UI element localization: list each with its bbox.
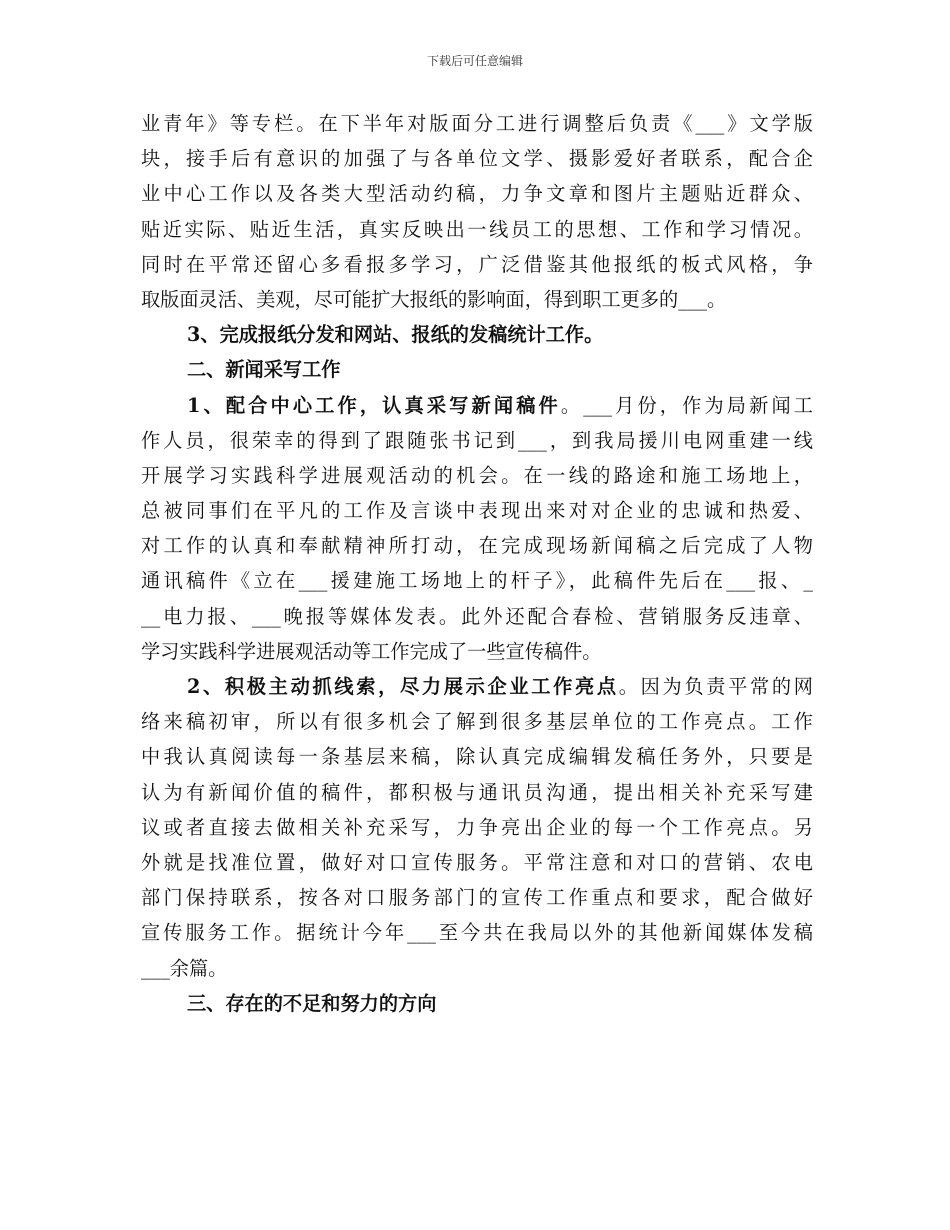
text-line: 议或者直接去做相关补充采写，力争亮出企业的每一个工作亮点。另 bbox=[141, 815, 813, 839]
text-line: 通讯稿件《立在___援建施工场地上的杆子》，此稿件先后在___报、_ bbox=[141, 569, 813, 593]
text-line: ___余篇。 bbox=[141, 956, 228, 980]
document-body bbox=[141, 106, 813, 1021]
paragraph-lead-line bbox=[141, 388, 813, 423]
text-line: 开展学习实践科学进展观活动的机会。在一线的路途和施工场地上， bbox=[141, 463, 813, 487]
section-heading: 二、新闻采写工作 bbox=[187, 358, 341, 382]
text-line: 对工作的认真和奉献精神所打动，在完成现场新闻稿之后完成了人物 bbox=[141, 534, 813, 558]
text-line: 业中心工作以及各类大型活动约稿，力争文章和图片主题贴近群众、 bbox=[141, 182, 813, 206]
text-line: 部门保持联系，按各对口服务部门的宣传工作重点和要求，配合做好 bbox=[141, 886, 813, 910]
text-line: 总被同事们在平凡的工作及言谈中表现出来对对企业的忠诚和热爱、 bbox=[141, 499, 813, 523]
section-heading: 三、存在的不足和努力的方向 bbox=[187, 991, 437, 1015]
page-header: 下载后可任意编辑 bbox=[426, 54, 523, 68]
text-line: __电力报、___晚报等媒体发表。此外还配合春检、营销服务反违章、 bbox=[141, 604, 813, 628]
text-line: 作人员，很荣幸的得到了跟随张书记到___，到我局援川电网重建一线 bbox=[141, 428, 813, 452]
text-line: 业青年》等专栏。在下半年对版面分工进行调整后负责《___》文学版 bbox=[141, 112, 813, 135]
paragraph-lead-line bbox=[141, 669, 813, 704]
text-line: 块，接手后有意识的加强了与各单位文学、摄影爱好者联系，配合企 bbox=[141, 147, 813, 171]
section-heading: 3、完成报纸分发和网站、报纸的发稿统计工作。 bbox=[187, 323, 604, 347]
text-line: 宣传服务工作。据统计今年___至今共在我局以外的其他新闻媒体发稿 bbox=[141, 921, 813, 945]
text-line: 络来稿初审，所以有很多机会了解到很多基层单位的工作亮点。工作 bbox=[141, 710, 813, 734]
text-line: 取版面灵活、美观，尽可能扩大报纸的影响面，得到职工更多的___。 bbox=[141, 287, 727, 311]
text-line: 同时在平常还留心多看报多学习，广泛借鉴其他报纸的板式风格，争 bbox=[141, 252, 813, 276]
paragraph-lead-rest: 。___月份，作为局新闻工 bbox=[560, 393, 813, 417]
text-line: 贴近实际、贴近生活，真实反映出一线员工的思想、工作和学习情况。 bbox=[141, 217, 813, 241]
paragraph-lead: 2、积极主动抓线索，尽力展示企业工作亮点 bbox=[187, 675, 619, 698]
text-line: 外就是找准位置，做好对口宣传服务。平常注意和对口的营销、农电 bbox=[141, 850, 813, 874]
text-line: 学习实践科学进展观活动等工作完成了一些宣传稿件。 bbox=[141, 639, 602, 663]
text-line: 中我认真阅读每一条基层来稿，除认真完成编辑发稿任务外，只要是 bbox=[141, 745, 813, 769]
paragraph-lead: 1、配合中心工作，认真采写新闻稿件 bbox=[187, 393, 561, 417]
paragraph-lead-rest: 。因为负责平常的网 bbox=[618, 675, 813, 698]
text-line: 认为有新闻价值的稿件，都积极与通讯员沟通，提出相关补充采写建 bbox=[141, 780, 813, 804]
